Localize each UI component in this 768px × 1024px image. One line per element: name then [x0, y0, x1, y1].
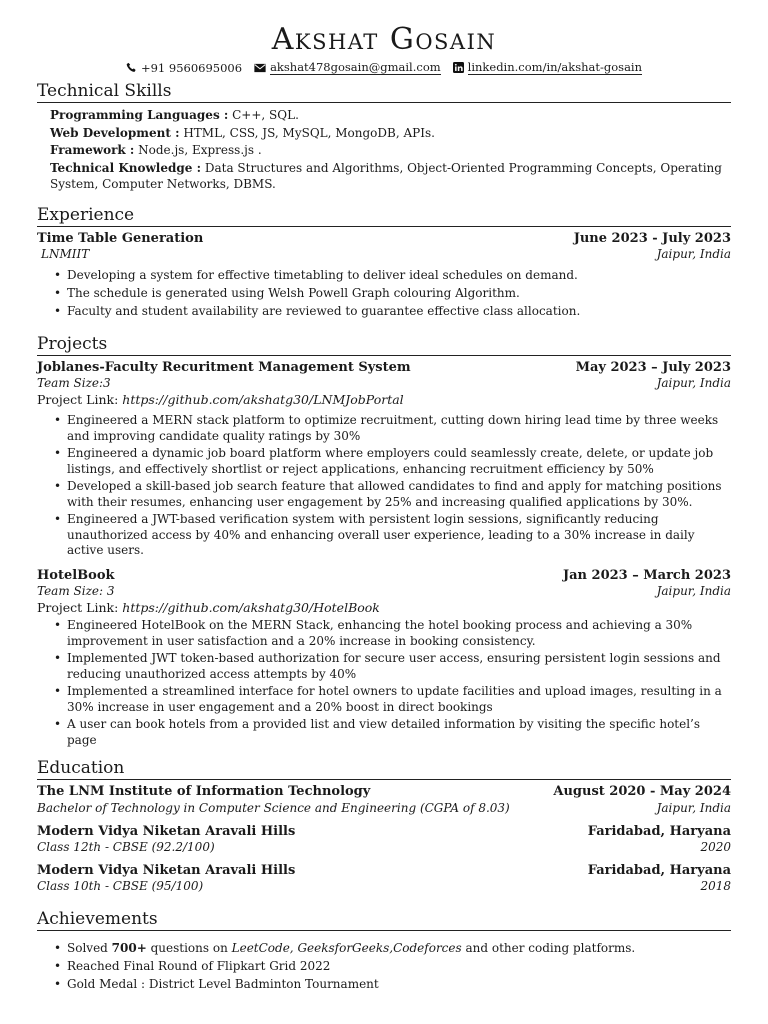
entry-location: Jaipur, India [656, 247, 731, 262]
email-contact[interactable] [254, 60, 441, 75]
entry-header [37, 863, 731, 879]
experience-entry [37, 231, 731, 320]
degree: Class 12th - CBSE (92.2/100) [37, 839, 215, 854]
list-item: • Faculty and student availability are reviewed to guarantee effective class allocation. [54, 304, 581, 319]
team-size: Team Size:3 [37, 376, 111, 391]
list-item: • Engineered a MERN stack platform to optimize recruitment, cutting down hiring lead time by three weeks and improving candidate quality ratings by 30% [54, 413, 719, 443]
entry-header [37, 784, 731, 800]
list-item: • Engineered a JWT-based verification system with persistent login sessions, significantly reducing unauthorized access by 40% and enhancing overall user experience, leading to a 30% increase in daily active users. [54, 512, 695, 557]
list-item: • The schedule is generated using Welsh Powell Graph colouring Algorithm. [54, 286, 520, 301]
education-entry [37, 824, 731, 855]
envelope-icon [254, 63, 266, 73]
team-size: Team Size: 3 [37, 583, 115, 598]
linkedin-icon [453, 62, 464, 73]
entry-date: June 2023 - July 2023 [573, 230, 731, 246]
project-link[interactable]: https://github.com/akshatg30/HotelBook [122, 599, 380, 615]
bullet-list [37, 939, 731, 993]
bullet-list [37, 413, 731, 559]
skill-key: Technical Knowledge : [50, 160, 202, 175]
project-link-label: Project Link: [37, 599, 123, 615]
entry-location: Jaipur, India [656, 800, 731, 815]
skill-key: Programming Languages : [50, 108, 229, 123]
skill-row [50, 125, 731, 143]
section-title-education: Education [37, 758, 731, 780]
entry-title: HotelBook [37, 567, 115, 583]
list-item: • Engineered a dynamic job board platform where employers could seamlessly create, delete, or update job listings, and effectively shortlist or reject applications, enhancing recruitment efficiency by 50% [54, 446, 714, 476]
education-entry [37, 784, 731, 815]
entry-title: Joblanes-Faculty Recuritment Management System [37, 360, 411, 376]
projects-section [37, 334, 731, 748]
achievements-section [37, 909, 731, 993]
phone-number: +91 9560695006 [140, 60, 243, 75]
email-link[interactable]: akshat478gosain@gmail.com [270, 60, 441, 74]
list-item: • Developing a system for effective timetabling to deliver ideal schedules on demand. [54, 268, 578, 283]
entry-year: 2020 [700, 839, 731, 854]
project-link-row [37, 392, 731, 408]
institution-name: Modern Vidya Niketan Aravali Hills [37, 823, 296, 839]
project-entry [37, 568, 731, 749]
skill-row [50, 160, 731, 192]
institution-name: The LNM Institute of Information Technology [37, 784, 371, 800]
bullet-list [37, 266, 731, 320]
entry-year: 2018 [700, 879, 731, 894]
list-item: • Reached Final Round of Flipkart Grid 2022 [54, 959, 331, 974]
institution-name: Modern Vidya Niketan Aravali Hills [37, 862, 296, 878]
candidate-name: Akshat Gosain [271, 22, 497, 57]
entry-header [37, 360, 731, 376]
entry-date: August 2020 - May 2024 [553, 784, 731, 800]
section-title-technical-skills: Technical Skills [37, 81, 731, 103]
education-entry [37, 863, 731, 894]
entry-date: May 2023 – July 2023 [575, 360, 731, 376]
skill-value: Node.js, Express.js . [134, 143, 262, 158]
list-item: • Developed a skill-based job search feature that allowed candidates to find and apply for matching positions with their resumes, enhancing user engagement by 25% and increasing qualified applications by 30%. [54, 479, 722, 509]
list-item: • Solved 700+ questions on LeetCode, GeeksforGeeks,Codeforces and other coding platforms. [54, 941, 636, 956]
skill-key: Web Development : [50, 125, 180, 140]
section-title-projects: Projects [37, 334, 731, 356]
entry-location: Jaipur, India [656, 376, 731, 391]
entry-subheader [37, 801, 731, 816]
phone-icon [126, 62, 137, 73]
list-item: • Engineered HotelBook on the MERN Stack, enhancing the hotel booking process and achieving a 30% improvement in user satisfaction and a 20% increase in booking consistency. [54, 618, 693, 648]
entry-location: Jaipur, India [656, 583, 731, 598]
list-item: • Implemented JWT token-based authorization for secure user access, ensuring persistent login sessions and reducing unauthorized access attempts by 40% [54, 651, 721, 681]
entry-header [37, 568, 731, 584]
skill-value: HTML, CSS, JS, MySQL, MongoDB, APIs. [179, 125, 435, 140]
section-title-experience: Experience [37, 205, 731, 227]
entry-location: Faridabad, Haryana [587, 823, 731, 839]
entry-org: LNMIIT [41, 247, 90, 262]
skill-row [50, 142, 731, 160]
contact-bar [37, 60, 731, 75]
skills-list [37, 107, 731, 192]
entry-header [37, 824, 731, 840]
entry-subheader [37, 840, 731, 855]
bullet-list [37, 618, 731, 748]
list-item: • Gold Medal : District Level Badminton Tournament [54, 977, 379, 992]
skill-row [50, 107, 731, 125]
linkedin-link[interactable]: linkedin.com/in/akshat-gosain [467, 60, 643, 74]
list-item: • A user can book hotels from a provided list and view detailed information by visiting the specific hotel’s page [54, 717, 701, 747]
experience-section [37, 205, 731, 320]
project-link-label: Project Link: [37, 392, 123, 408]
skill-key: Framework : [50, 143, 135, 158]
phone-contact [126, 61, 242, 75]
entry-subheader [37, 376, 731, 391]
education-section [37, 758, 731, 894]
skill-value: Data Structures and Algorithms, Object-Oriented Programming Concepts, Operating System, Computer Networks, DBMS. [50, 160, 722, 191]
entry-location: Faridabad, Haryana [587, 862, 731, 878]
skill-value: C++, SQL. [228, 108, 299, 123]
entry-subheader [37, 879, 731, 894]
section-title-achievements: Achievements [37, 909, 731, 931]
technical-skills-section [37, 81, 731, 192]
list-item: • Implemented a streamlined interface for hotel owners to update facilities and upload images, resulting in a 30% increase in user engagement and a 20% boost in direct bookings [54, 684, 722, 714]
entry-title: Time Table Generation [37, 230, 204, 246]
degree: Bachelor of Technology in Computer Science and Engineering (CGPA of 8.03) [37, 800, 510, 815]
entry-subheader [37, 584, 731, 599]
project-entry [37, 360, 731, 558]
entry-subheader [37, 247, 731, 262]
entry-date: Jan 2023 – March 2023 [562, 567, 731, 583]
linkedin-contact[interactable] [453, 60, 642, 75]
project-link[interactable]: https://github.com/akshatg30/LNMJobPortal [122, 392, 404, 408]
project-link-row [37, 600, 731, 616]
degree: Class 10th - CBSE (95/100) [37, 879, 204, 894]
entry-header [37, 231, 731, 247]
resume-page [37, 22, 731, 993]
